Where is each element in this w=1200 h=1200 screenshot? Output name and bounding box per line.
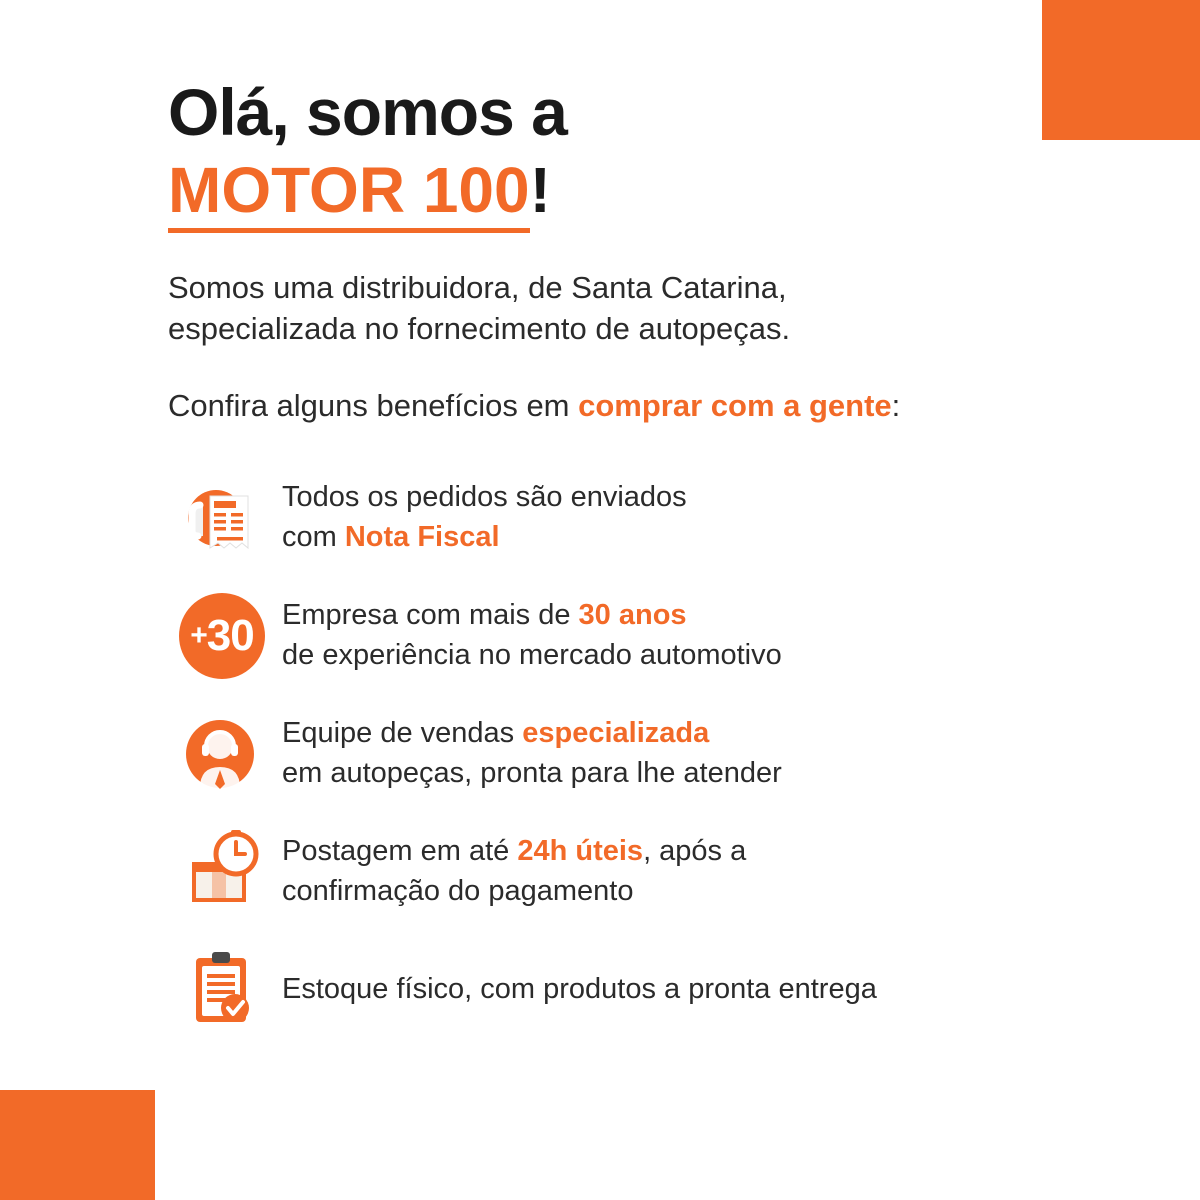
list-item — [168, 584, 1098, 688]
box-stopwatch-icon — [168, 824, 276, 920]
brand-name: MOTOR 100 — [168, 154, 530, 233]
benefits-lead-in-suffix: : — [891, 387, 901, 423]
benefit-2-line-1-prefix: Empresa com mais de — [282, 599, 579, 632]
headset-agent-icon — [168, 708, 276, 800]
benefit-4-line-1-suffix: , após a — [643, 835, 747, 868]
benefit-1-line-2 — [282, 518, 687, 557]
plus-30-circle — [179, 593, 265, 679]
decorative-corner-bottom-left — [0, 1090, 155, 1200]
benefit-2-line-2: de experiência no mercado automotivo — [282, 638, 782, 671]
content-area — [168, 75, 1098, 1056]
list-item-text — [276, 832, 746, 910]
list-item-text — [276, 970, 877, 1009]
page-title-line-2 — [168, 155, 1098, 225]
benefit-2-line-1 — [282, 596, 782, 635]
benefits-lead-in-prefix: Confira alguns benefícios em — [168, 387, 579, 423]
clipboard-check-icon — [168, 944, 276, 1036]
benefit-1-line-1: Todos os pedidos são enviados — [282, 481, 687, 514]
list-item-text — [276, 714, 782, 792]
list-item-text — [276, 596, 782, 674]
thirty-number: 30 — [206, 610, 254, 660]
benefits-list — [168, 466, 1098, 1042]
benefit-4-line-1-prefix: Postagem em até — [282, 835, 518, 868]
list-item — [168, 702, 1098, 806]
benefit-4-line-1 — [282, 832, 746, 871]
benefit-5-line-1: Estoque físico, com produtos a pronta entrega — [282, 972, 877, 1005]
list-item — [168, 938, 1098, 1042]
benefit-3-highlight: especializada — [522, 717, 710, 750]
benefit-4-line-2: confirmação do pagamento — [282, 874, 634, 907]
list-item-text — [276, 478, 687, 556]
list-item — [168, 820, 1098, 924]
benefit-1-highlight: Nota Fiscal — [344, 520, 500, 553]
benefit-2-highlight: 30 anos — [578, 599, 687, 632]
brand-exclamation: ! — [529, 154, 551, 227]
receipt-icon — [168, 472, 276, 564]
benefit-3-line-1-prefix: Equipe de vendas — [282, 717, 523, 750]
page-title-line-1: Olá, somos a — [168, 75, 567, 149]
intro-paragraph — [168, 268, 1098, 350]
benefit-3-line-1 — [282, 714, 782, 753]
intro-line-2: especializada no fornecimento de autopeças. — [168, 310, 791, 346]
benefit-3-line-2: em autopeças, pronta para lhe atender — [282, 756, 782, 789]
benefits-lead-in-highlight: comprar com a gente — [578, 387, 892, 423]
benefit-4-highlight: 24h úteis — [517, 835, 644, 868]
plus-sign: + — [190, 618, 207, 652]
list-item — [168, 466, 1098, 570]
benefits-lead-in — [168, 388, 1098, 424]
intro-line-1: Somos uma distribuidora, de Santa Catarina, — [168, 269, 787, 305]
plus-30-badge-icon — [168, 593, 276, 679]
benefit-1-line-2-prefix: com — [282, 520, 345, 553]
